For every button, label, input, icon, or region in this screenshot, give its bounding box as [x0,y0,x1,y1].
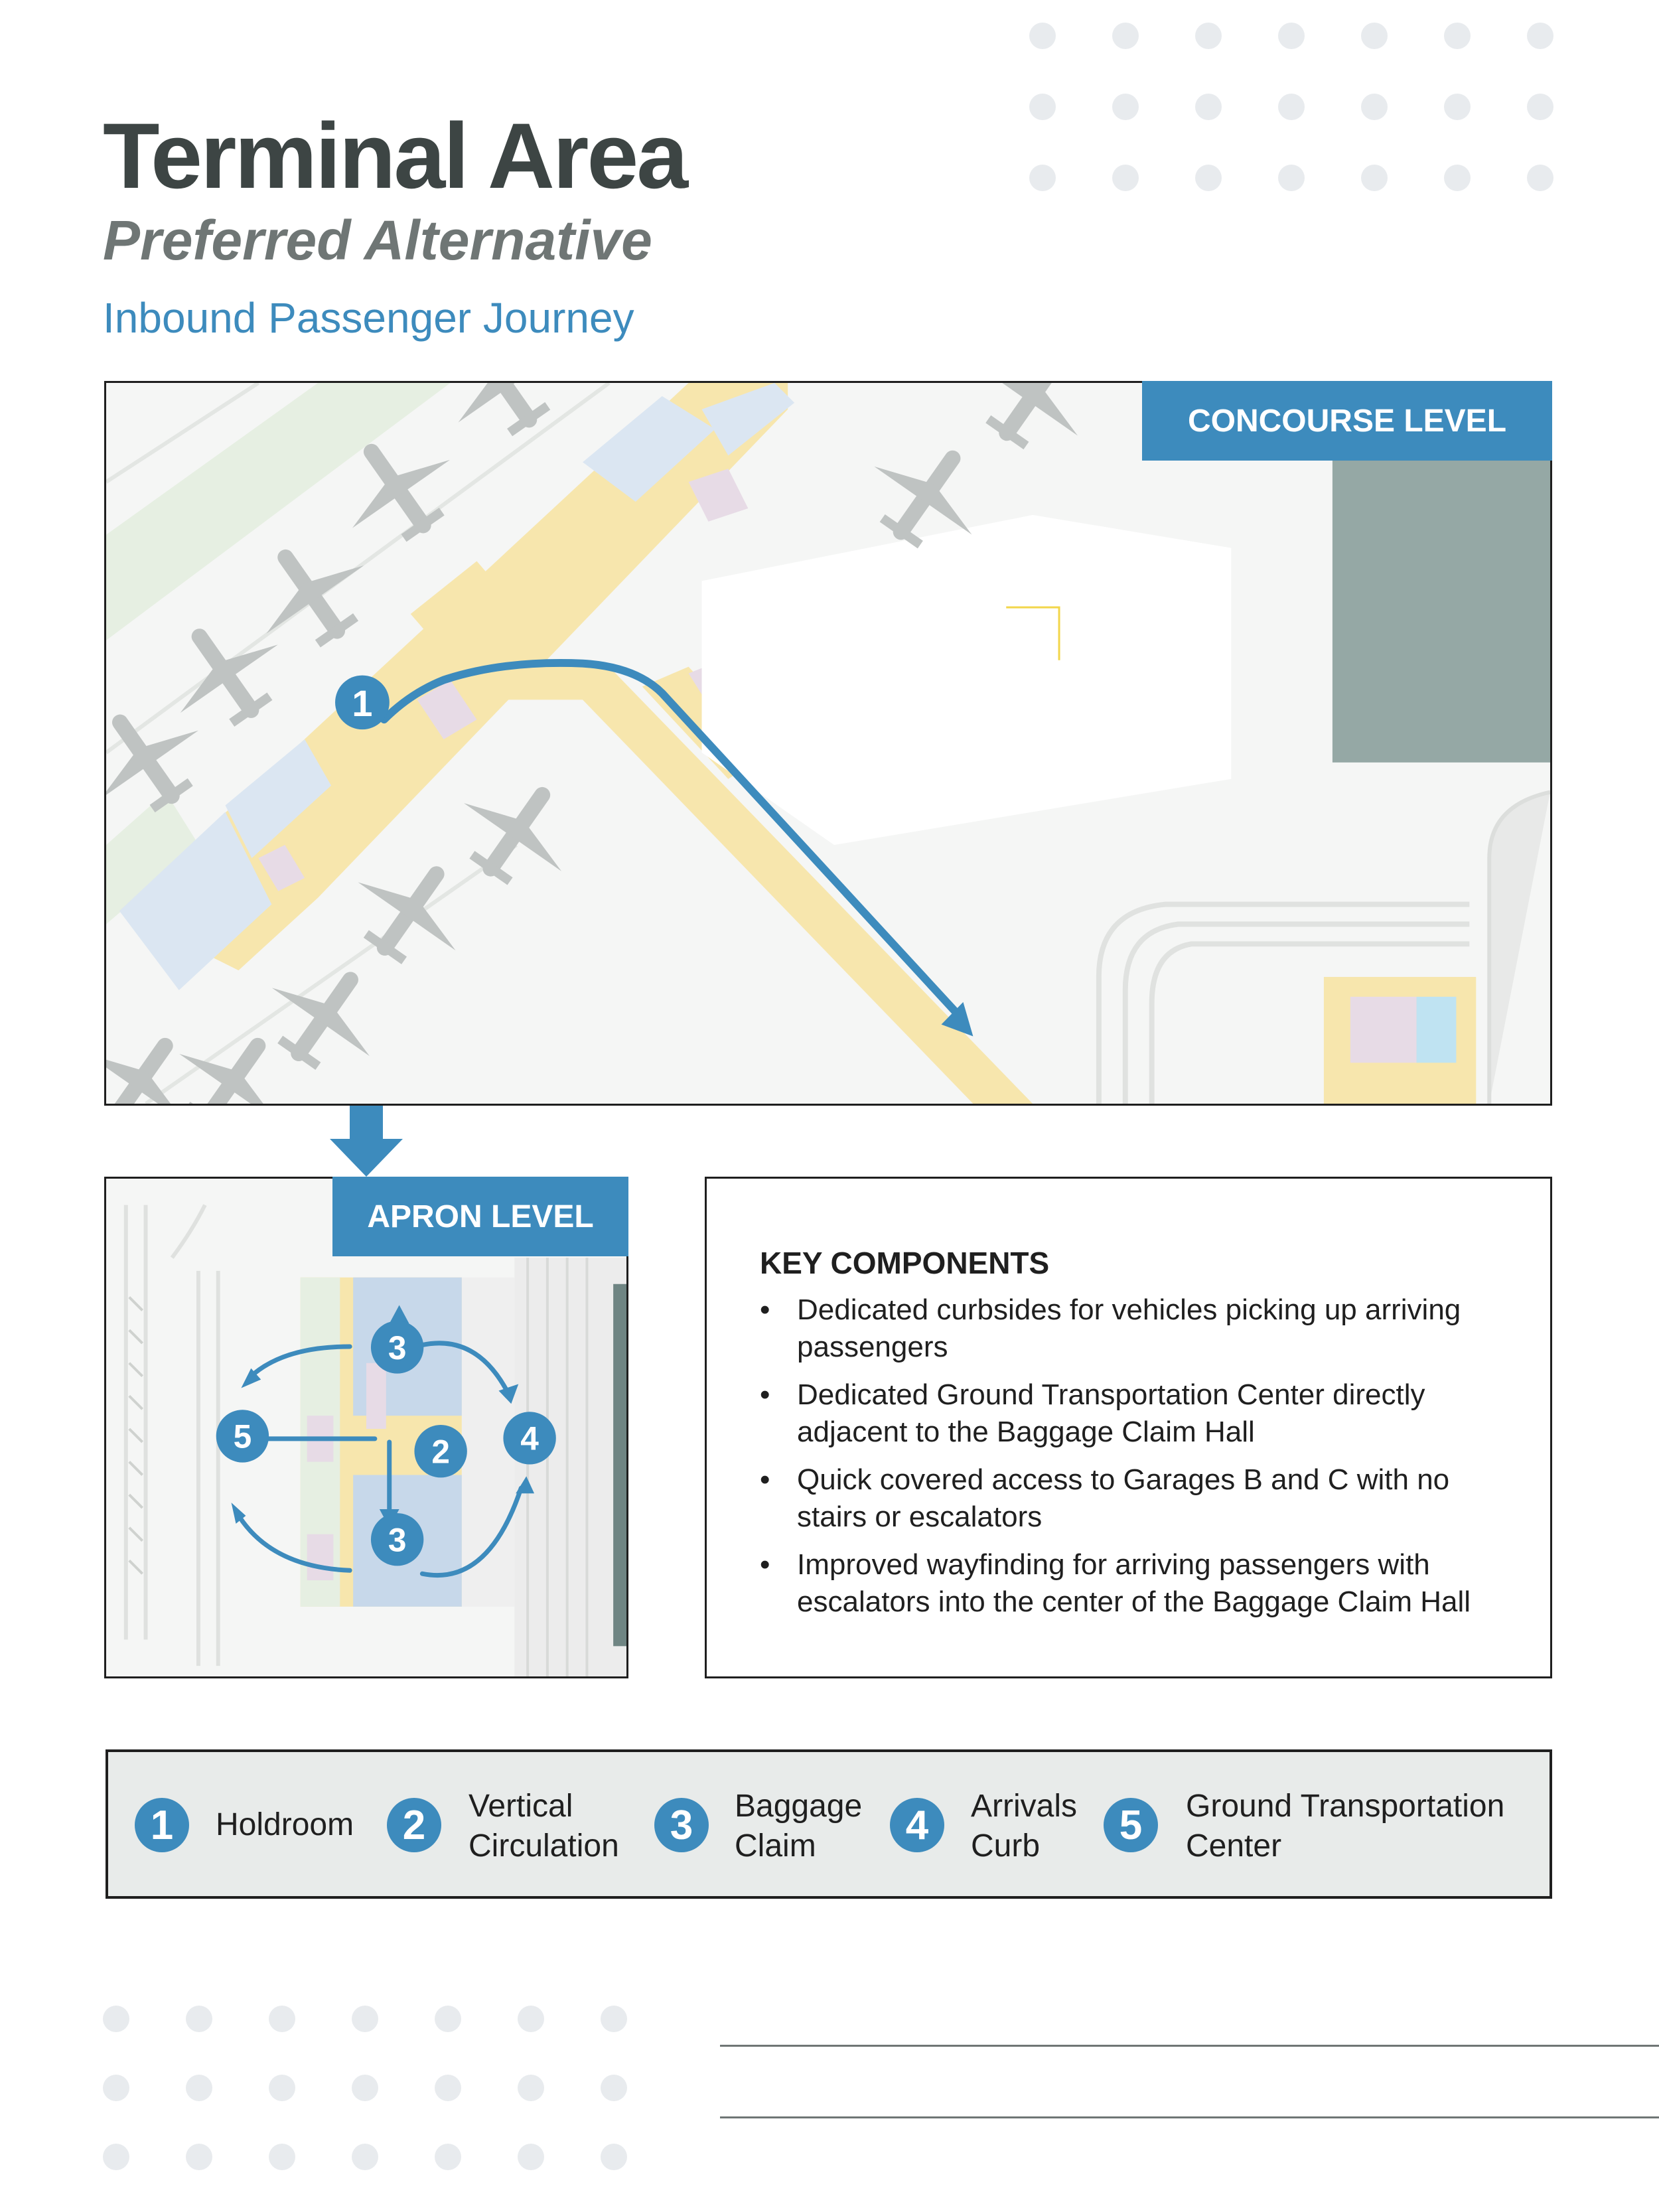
decorative-dot-grid-bottom [103,2006,627,2170]
key-component-item: • Improved wayfinding for arriving passengers with escalators into the center of the Baggage Claim Hall [760,1548,1471,1618]
arrivals-curb-marker-number: 4 [520,1420,539,1457]
ground-transportation-marker-number: 5 [233,1418,252,1455]
section-title: Inbound Passenger Journey [103,294,634,342]
legend-label-holdroom: Holdroom [216,1807,354,1842]
key-component-item: • Dedicated Ground Transportation Center directly adjacent to the Baggage Claim Hall [760,1378,1425,1448]
key-components-list [760,1291,1516,1631]
page-subtitle: Preferred Alternative [103,209,652,271]
baggage-claim-marker-upper-number: 3 [388,1329,407,1366]
decorative-dot-grid-top [1029,23,1553,191]
legend-label-vertical-circulation: Vertical Circulation [469,1789,619,1864]
legend-bar [106,1749,1552,1899]
legend-label-arrivals-curb: Arrivals Curb [971,1789,1078,1864]
divider-line [720,2045,1659,2047]
key-component-item: • Dedicated curbsides for vehicles picking up arriving passengers [760,1293,1461,1363]
key-component-item: • Quick covered access to Garages B and C with no stairs or escalators [760,1463,1450,1533]
legend-badge-vertical-circulation: 2 [387,1798,441,1852]
key-components-box [705,1177,1552,1678]
concourse-level-tag: CONCOURSE LEVEL [1142,381,1552,461]
legend-label-ground-transportation: Ground Transportation Center [1186,1789,1505,1864]
divider-line [720,2116,1659,2118]
legend-label-baggage-claim: Baggage Claim [735,1789,863,1864]
page-title: Terminal Area [103,104,687,208]
legend-badge-baggage-claim: 3 [654,1798,709,1852]
legend-badge-arrivals-curb: 4 [890,1798,944,1852]
vertical-circulation-marker-number: 2 [431,1433,450,1471]
concourse-level-map [104,381,1552,1106]
concourse-map-drawing [106,383,1550,1104]
level-down-arrow-icon [330,1106,403,1177]
legend-badge-holdroom: 1 [135,1798,189,1852]
key-components-title: KEY COMPONENTS [760,1246,1050,1280]
apron-level-tag: APRON LEVEL [332,1177,628,1256]
baggage-claim-marker-lower-number: 3 [388,1521,407,1559]
legend-badge-ground-transportation: 5 [1104,1798,1158,1852]
holdroom-marker-number: 1 [352,683,373,725]
